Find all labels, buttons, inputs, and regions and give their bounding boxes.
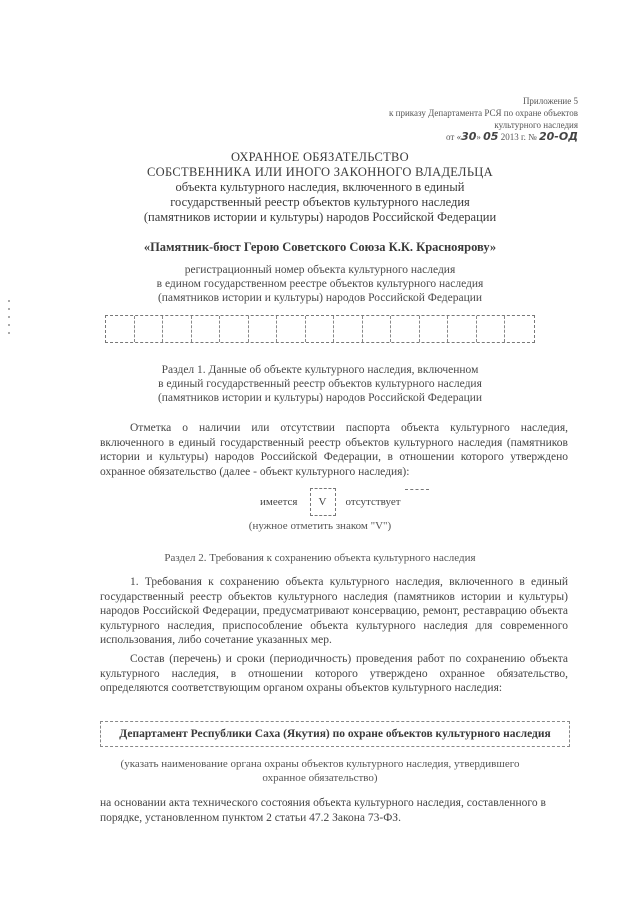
present-label: имеется [260, 496, 298, 508]
document-title [0, 150, 640, 225]
date-mid: » [476, 132, 484, 142]
requirement-paragraph-2 [100, 652, 568, 696]
reg-box [420, 316, 449, 342]
title-line1: ОХРАННОЕ ОБЯЗАТЕЛЬСТВО [230, 150, 409, 164]
absent-checkbox [405, 489, 429, 516]
reg-box [448, 316, 477, 342]
appendix-line3: культурного наследия [494, 120, 578, 130]
reg-box [477, 316, 506, 342]
section1-line2: в единый государственный реестр объектов культурного наследия [158, 378, 482, 390]
reg-box [334, 316, 363, 342]
margin-scan-marks [8, 300, 11, 360]
reg-box [505, 316, 534, 342]
reg-box [391, 316, 420, 342]
reg-box [192, 316, 221, 342]
reg-box [220, 316, 249, 342]
section1-line3: (памятников истории и культуры) народов Российской Федерации [157, 392, 483, 404]
reg-box [249, 316, 278, 342]
order-number: 20-ОД [538, 130, 578, 143]
department-note-line2: охранное обязательство) [262, 772, 378, 784]
appendix-date-line [389, 131, 578, 143]
registration-caption [0, 263, 640, 305]
monument-name: «Памятник-бюст Герою Советского Союза К.К. Краснoярову» [143, 240, 497, 254]
registration-line3: (памятников истории и культуры) народов Российской Федерации [157, 292, 483, 304]
title-line5: (памятников истории и культуры) народов Российской Федерации [143, 210, 497, 224]
date-year: 2013 г. № [498, 132, 539, 142]
basis-paragraph: на основании акта технического состояния объекта культурного наследия, составленного в порядке, установленном пунктом 2 статьи 47.2 Закона 73-ФЗ. [100, 797, 546, 824]
department-note [0, 757, 640, 785]
department-name-box: Департамент Республики Саха (Якутия) по охране объектов культурного наследия [100, 721, 570, 747]
reg-box [363, 316, 392, 342]
availability-note: (нужное отметить знаком "V") [248, 520, 392, 532]
section1-heading [0, 363, 640, 405]
reg-box [106, 316, 135, 342]
department-note-line1: (указать наименование органа охраны объектов культурного наследия, утвердившего [120, 758, 520, 770]
reg-box [277, 316, 306, 342]
reg-box [163, 316, 192, 342]
req2-text: Состав (перечень) и сроки (периодичность) проведения работ по сохранению объекта культурного наследия, в отношении которого утверждено охранное обязательство, определяются соответствующим органом охраны объектов культурного наследия: [100, 653, 568, 694]
requirement-paragraph-1 [100, 575, 568, 648]
absent-label: отсутствует [345, 496, 401, 508]
appendix-line1: Приложение 5 [522, 96, 578, 106]
reg-box [135, 316, 164, 342]
passport-text: Отметка о наличии или отсутствии паспорта объекта культурного наследия, включенного в единый государственный реестр объектов культурного наследия (памятников истории и культуры) народов Российской Федерации, в отношении которого утверждено охранное обязательство (далее - объект культурного наследия): [100, 422, 568, 478]
section2-heading: Раздел 2. Требования к сохранению объекта культурного наследия [164, 552, 476, 564]
appendix-header [389, 95, 578, 143]
present-checkbox: V [310, 488, 336, 516]
date-day: 30 [461, 130, 477, 143]
title-line2: СОБСТВЕННИКА ИЛИ ИНОГО ЗАКОННОГО ВЛАДЕЛЬЦА [147, 165, 493, 179]
registration-line2: в едином государственном реестре объектов культурного наследия [156, 278, 484, 290]
title-line4: государственный реестр объектов культурного наследия [170, 195, 470, 209]
availability-row [260, 488, 429, 516]
date-prefix: от « [446, 132, 462, 142]
section1-line1: Раздел 1. Данные об объекте культурного наследия, включенном [161, 364, 479, 376]
registration-line1: регистрационный номер объекта культурного наследия [184, 264, 456, 276]
appendix-line2: к приказу Департамента РСЯ по охране объектов [389, 108, 578, 118]
title-line3: объекта культурного наследия, включенного в единый [175, 180, 465, 194]
registration-number-boxes [105, 315, 535, 343]
req1-text: 1. Требования к сохранению объекта культурного наследия, включенного в единый государственный реестр объектов культурного наследия (памятников истории и культуры) народов Российской Федерации, предусматривают консервацию, ремонт, реставрацию объекта культурного наследия, приспособление объекта культурного наследия для современного использования, либо сочетание указанных мер. [100, 576, 568, 646]
reg-box [306, 316, 335, 342]
passport-paragraph [100, 421, 568, 479]
date-month: 05 [483, 130, 499, 143]
